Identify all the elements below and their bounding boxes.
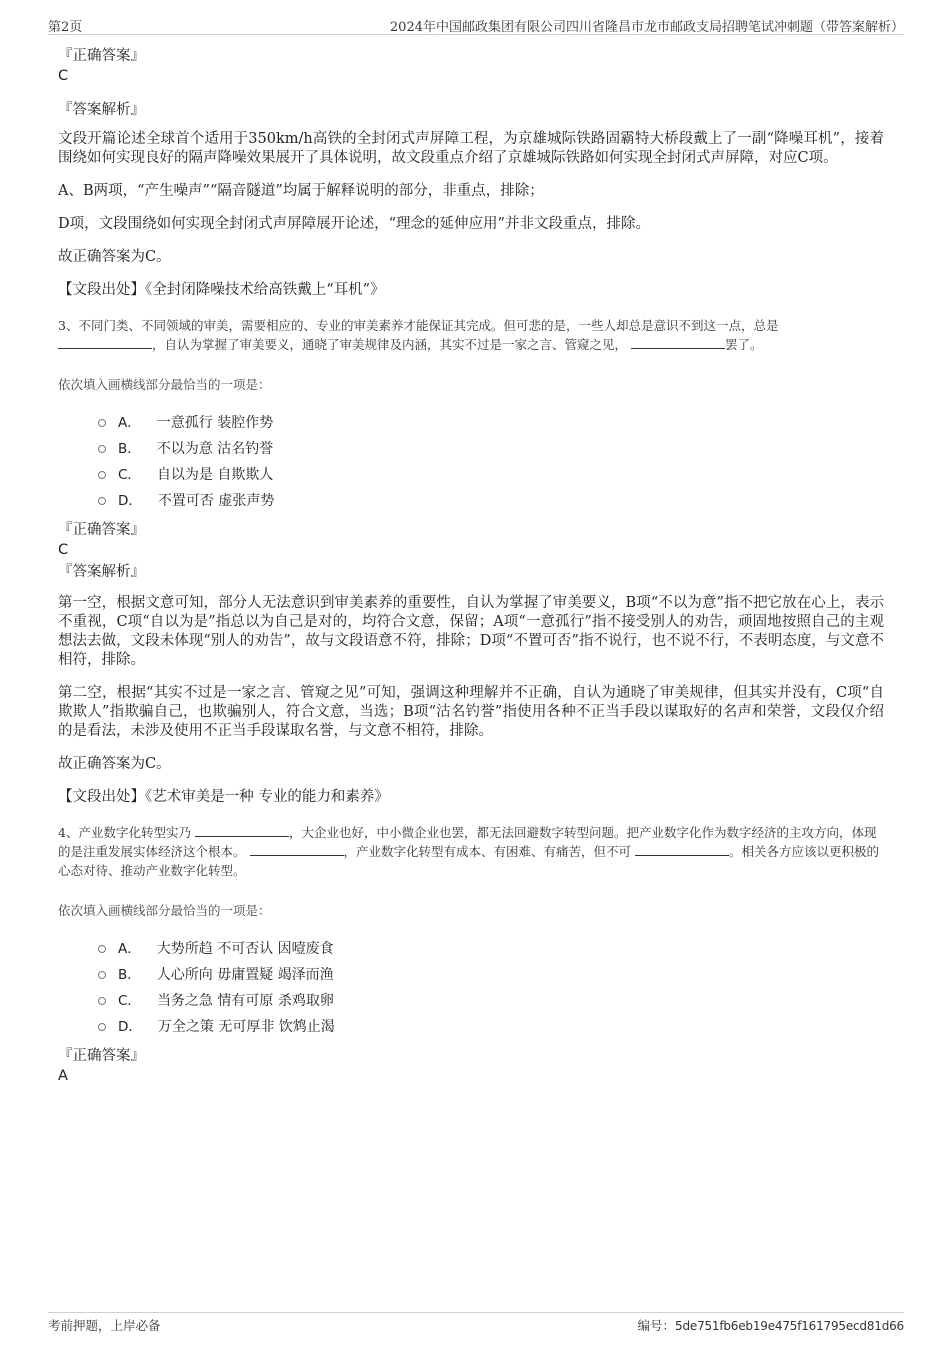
options-list: [98, 410, 884, 514]
answer-blank: [635, 842, 729, 856]
option-a[interactable]: A． 一意孤行 装腔作势: [98, 410, 884, 436]
correct-answer-value: C: [58, 68, 69, 84]
question-2-answer-block: [58, 46, 884, 300]
question-text: 3、不同门类、不同领域的审美，需要相应的、专业的审美素养才能保证其完成。但可悲的是，一些人却总是意识不到这一点，总是 ，自认为掌握了审美要义，通晓了审美规律及内涵，其实不过是一家之言、管窥之见， 罢了。: [58, 318, 779, 352]
document-code: 编号：5de751fb6eb19e475f161795ecd81d66: [637, 1318, 904, 1333]
option-c[interactable]: C． 当务之急 情有可原 杀鸡取卵: [98, 988, 884, 1014]
correct-answer-label: 『正确答案』: [58, 48, 145, 64]
option-d[interactable]: D． 万全之策 无可厚非 饮鸩止渴: [98, 1014, 884, 1040]
answer-blank: [250, 842, 344, 856]
radio-icon[interactable]: [98, 1023, 106, 1031]
correct-answer-value: A: [58, 1068, 68, 1084]
question-4: [58, 823, 884, 1086]
explanation-paragraph: D项，文段围绕如何实现全封闭式声屏障展开论述，“理念的延伸应用”并非文段重点，排除。: [58, 216, 650, 232]
radio-icon[interactable]: [98, 971, 106, 979]
explanation-label: 『答案解析』: [58, 102, 145, 118]
explanation-paragraph: 第二空，根据“其实不过是一家之言、管窥之见”可知，强调这种理解并不正确，自认为通晓了审美规律，但其实并没有，C项“自欺欺人”指欺骗自己，也欺骗别人，符合文意，当选；B项“沽名钓誉”指使用各种不正当手段以谋取好的名声和荣誉，文段仅介绍的是看法，未涉及使用不正当手段谋取名誉，与文意不相符，排除。: [58, 685, 884, 739]
question-3: [58, 316, 884, 807]
correct-answer-label: 『正确答案』: [58, 1048, 145, 1064]
answer-blank: [631, 335, 725, 349]
answer-blank: [58, 335, 152, 349]
explanation-label: 『答案解析』: [58, 564, 145, 580]
option-c[interactable]: C． 自以为是 自欺欺人: [98, 462, 884, 488]
page-header: [48, 14, 904, 35]
radio-icon[interactable]: [98, 997, 106, 1005]
explanation-paragraph: 故正确答案为C。: [58, 249, 171, 265]
radio-icon[interactable]: [98, 497, 106, 505]
question-text: 4、产业数字化转型实乃 ，大企业也好，中小微企业也罢，都无法回避数字转型问题。把产业数字化作为数字经济的主攻方向，体现的是注重发展实体经济这个根本。 ，产业数字化转型有成本、有困难、有痛苦，但不可 。相关各方应该以更积极的心态对待、推动产业数字化转型。: [58, 825, 880, 878]
correct-answer-value: C: [58, 542, 69, 558]
explanation-paragraph: 故正确答案为C。: [58, 756, 171, 772]
option-b[interactable]: B． 不以为意 沽名钓誉: [98, 436, 884, 462]
main-content: [58, 46, 884, 1086]
page-footer: [48, 1312, 904, 1337]
option-b[interactable]: B． 人心所向 毋庸置疑 竭泽而渔: [98, 962, 884, 988]
answer-blank: [195, 823, 289, 837]
options-list: [98, 936, 884, 1040]
radio-icon[interactable]: [98, 945, 106, 953]
explanation-paragraph: A、B两项，“产生噪声”“隔音隧道”均属于解释说明的部分，非重点，排除；: [58, 183, 544, 199]
option-a[interactable]: A． 大势所趋 不可否认 因噎废食: [98, 936, 884, 962]
source-citation: 【文段出处】《全封闭降噪技术给高铁戴上“耳机”》: [58, 282, 385, 298]
radio-icon[interactable]: [98, 419, 106, 427]
document-title: 2024年中国邮政集团有限公司四川省隆昌市龙市邮政支局招聘笔试冲刺题（带答案解析）: [389, 20, 904, 35]
footer-slogan: 考前押题，上岸必备: [48, 1318, 161, 1333]
explanation-paragraph: 文段开篇论述全球首个适用于350km/h高铁的全封闭式声屏障工程，为京雄城际铁路固霸特大桥段戴上了一副“降噪耳机”，接着围绕如何实现良好的隔声降噪效果展开了具体说明，故文段重点介绍了京雄城际铁路如何实现全封闭式声屏障，对应C项。: [58, 131, 884, 166]
source-citation: 【文段出处】《艺术审美是一种 专业的能力和素养》: [58, 789, 389, 805]
page-number: 第2页: [48, 20, 83, 35]
radio-icon[interactable]: [98, 445, 106, 453]
radio-icon[interactable]: [98, 471, 106, 479]
question-instruction: 依次填入画横线部分最恰当的一项是：: [58, 903, 271, 918]
question-instruction: 依次填入画横线部分最恰当的一项是：: [58, 377, 271, 392]
explanation-paragraph: 第一空，根据文意可知，部分人无法意识到审美素养的重要性，自认为掌握了审美要义，B项“不以为意”指不把它放在心上，表示不重视，C项“自以为是”指总以为自己是对的，均符合文意，保留；A项“一意孤行”指不接受别人的劝告，顽固地按照自己的主观想法去做，文段未体现“别人的劝告”，故与文段语意不符，排除；D项“不置可否”指不说行，也不说不行，不表明态度，与文意不相符，排除。: [58, 595, 884, 668]
correct-answer-label: 『正确答案』: [58, 522, 145, 538]
option-d[interactable]: D． 不置可否 虚张声势: [98, 488, 884, 514]
